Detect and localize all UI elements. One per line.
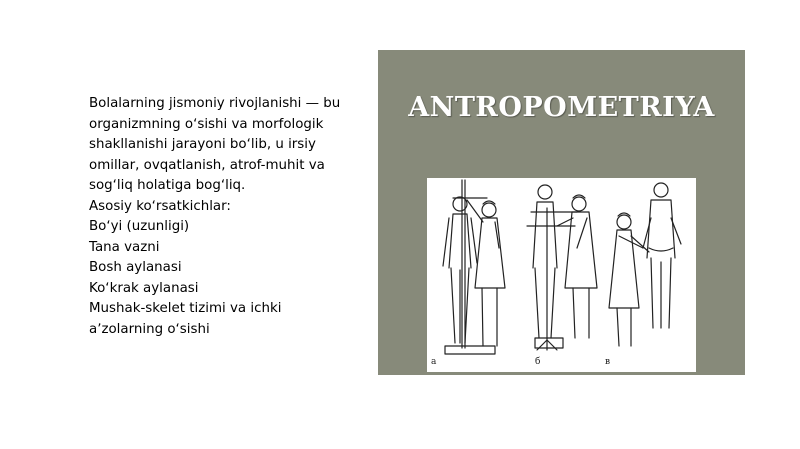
intro-paragraph: Bolalarning jismoniy rivojlanishi — bu organizmning oʻsishi va morfologik shakllanishi jarayoni boʻlib, u irsiy omillar, ovqatlanish, atrof-muhit va sogʻliq holatiga bogʻliq. bbox=[89, 96, 341, 193]
label-a: а bbox=[431, 357, 437, 367]
slide-text bbox=[89, 94, 359, 340]
scene-chest-measurement bbox=[605, 183, 681, 367]
indicators-heading: Asosiy koʻrsatkichlar: bbox=[89, 198, 231, 214]
label-b: б bbox=[535, 357, 541, 367]
indicator-item: Mushak-skelet tizimi va ichki aʼzolarning oʻsishi bbox=[89, 301, 282, 337]
panel-title: ANTROPOMETRIYA bbox=[408, 92, 715, 123]
anthropometry-panel bbox=[378, 50, 745, 375]
indicator-item: Boʻyi (uzunligi) bbox=[89, 219, 190, 234]
indicator-item: Koʻkrak aylanasi bbox=[89, 280, 199, 296]
indicator-item: Tana vazni bbox=[89, 239, 160, 255]
indicator-item: Bosh aylanasi bbox=[89, 260, 182, 275]
scene-height-measurement bbox=[431, 180, 505, 367]
anthropometry-illustration bbox=[427, 178, 696, 372]
measurement-drawing bbox=[427, 178, 696, 372]
scene-anthropometer bbox=[527, 185, 597, 367]
label-c: в bbox=[605, 357, 611, 367]
